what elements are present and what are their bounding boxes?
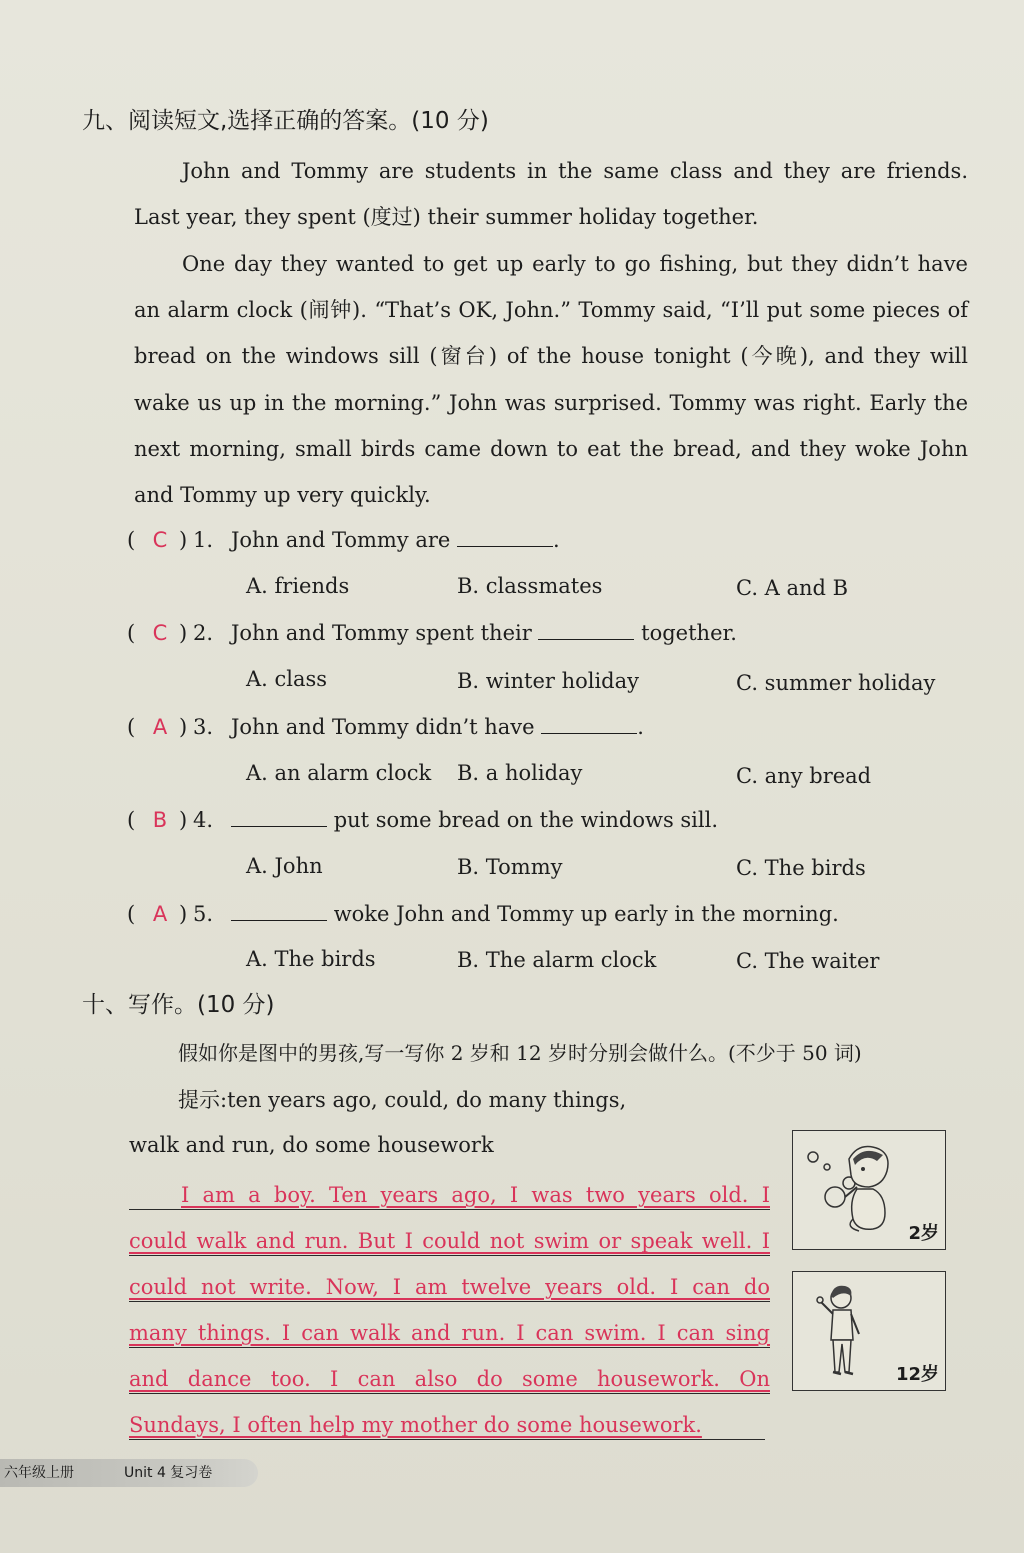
writing-instruction: 假如你是图中的男孩,写一写你 2 岁和 12 岁时分别会做什么。(不少于 50 词) [178, 1041, 862, 1065]
answer-blank [231, 808, 327, 827]
footer-grade: 六年级上册 [4, 1465, 74, 1481]
paren-open: ( [127, 528, 136, 552]
essay-text-5: and dance too. I can also do some housework. On [129, 1367, 770, 1391]
essay-line-3 [129, 1257, 770, 1302]
answer-5: A [152, 902, 168, 926]
essay-text-4: many things. I can walk and run. I can swim. I can sing [129, 1321, 770, 1345]
option-3a: A. an alarm clock [246, 761, 432, 785]
option-5a: A. The birds [246, 947, 376, 971]
answer-blank [541, 715, 637, 734]
picture-age-2 [792, 1130, 946, 1250]
option-1a: A. friends [246, 574, 350, 598]
essay-line-4 [129, 1303, 770, 1348]
answer-2: C [152, 621, 168, 645]
paren-open: ( [127, 902, 136, 926]
essay-line-2 [129, 1211, 770, 1256]
question-number: 3. [193, 715, 214, 739]
question-stem-after: woke John and Tommy up early in the morning. [333, 902, 839, 926]
option-2a: A. class [246, 667, 328, 691]
question-stem-before: John and Tommy didn’t have [231, 715, 535, 739]
option-3b: B. a holiday [457, 761, 583, 785]
question-4 [127, 805, 718, 835]
answer-3: A [152, 715, 168, 739]
footer-unit: Unit 4 复习卷 [124, 1465, 213, 1481]
option-1c: C. A and B [736, 576, 849, 600]
essay-text-3: could not write. Now, I am twelve years old. I can do [129, 1275, 770, 1299]
option-4c: C. The birds [736, 856, 866, 880]
paren-open: ( [127, 808, 136, 832]
section10-heading: 十、写作。(10 分) [82, 992, 275, 1018]
question-3 [127, 712, 644, 742]
essay-line-6 [129, 1395, 765, 1440]
paren-close: ) [179, 902, 188, 926]
question-stem-after: put some bread on the windows sill. [333, 808, 718, 832]
option-5c: C. The waiter [736, 949, 880, 973]
section9-heading: 九、阅读短文,选择正确的答案。(10 分) [82, 108, 489, 134]
question-stem-before: John and Tommy are [231, 528, 451, 552]
writing-hint-line-2: walk and run, do some housework [129, 1133, 494, 1157]
age-label-12: 12岁 [895, 1364, 939, 1385]
question-number: 2. [193, 621, 214, 645]
question-stem-after: . [553, 528, 560, 552]
essay-line-5 [129, 1349, 770, 1394]
essay-text-2: could walk and run. But I could not swim or speak well. I [129, 1229, 770, 1253]
question-1 [127, 525, 560, 555]
question-number: 4. [193, 808, 214, 832]
question-5 [127, 899, 839, 929]
option-2b: B. winter holiday [457, 669, 640, 693]
option-2c: C. summer holiday [736, 671, 936, 695]
option-5b: B. The alarm clock [457, 948, 657, 972]
passage-paragraph-2 [134, 241, 968, 518]
option-3c: C. any bread [736, 764, 872, 788]
paren-close: ) [179, 621, 188, 645]
question-stem-after: . [637, 715, 644, 739]
essay-line-1 [129, 1165, 770, 1210]
paren-close: ) [179, 808, 188, 832]
option-4b: B. Tommy [457, 855, 563, 879]
essay-text-6: Sundays, I often help my mother do some housework. [129, 1413, 702, 1437]
picture-age-12 [792, 1271, 946, 1391]
question-number: 5. [193, 902, 214, 926]
question-stem-before: John and Tommy spent their [231, 621, 532, 645]
page-footer [0, 1459, 258, 1487]
writing-hint-line-1: 提示:ten years ago, could, do many things, [178, 1088, 627, 1112]
paren-open: ( [127, 621, 136, 645]
passage-paragraph-1 [134, 148, 968, 240]
passage-text-2: One day they wanted to get up early to go fishing, but they didn’t have an alarm clock (闹钟). “That’s OK, John.” Tommy said, “I’ll put some pieces of bread on the windows sill (窗台) of the house tonight (今晚), and they will wake us up in the morning.” John was surprised. Tommy was right. Early the next morning, small birds came down to eat the bread, and they woke John and Tommy up very quickly. [134, 252, 968, 508]
paren-open: ( [127, 715, 136, 739]
option-4a: A. John [246, 854, 323, 878]
question-2 [127, 618, 737, 648]
option-1b: B. classmates [457, 574, 603, 598]
paren-close: ) [179, 715, 188, 739]
essay-text-1: I am a boy. Ten years ago, I was two years old. I [181, 1183, 770, 1207]
answer-4: B [152, 808, 168, 832]
answer-blank [457, 528, 553, 547]
question-stem-after: together. [641, 621, 737, 645]
passage-text-1: John and Tommy are students in the same class and they are friends. Last year, they spent (度过) their summer holiday together. [134, 159, 968, 230]
age-label-2: 2岁 [908, 1223, 939, 1244]
paren-close: ) [179, 528, 188, 552]
answer-1: C [152, 528, 168, 552]
answer-blank [231, 902, 327, 921]
question-number: 1. [193, 528, 214, 552]
answer-blank [538, 621, 634, 640]
